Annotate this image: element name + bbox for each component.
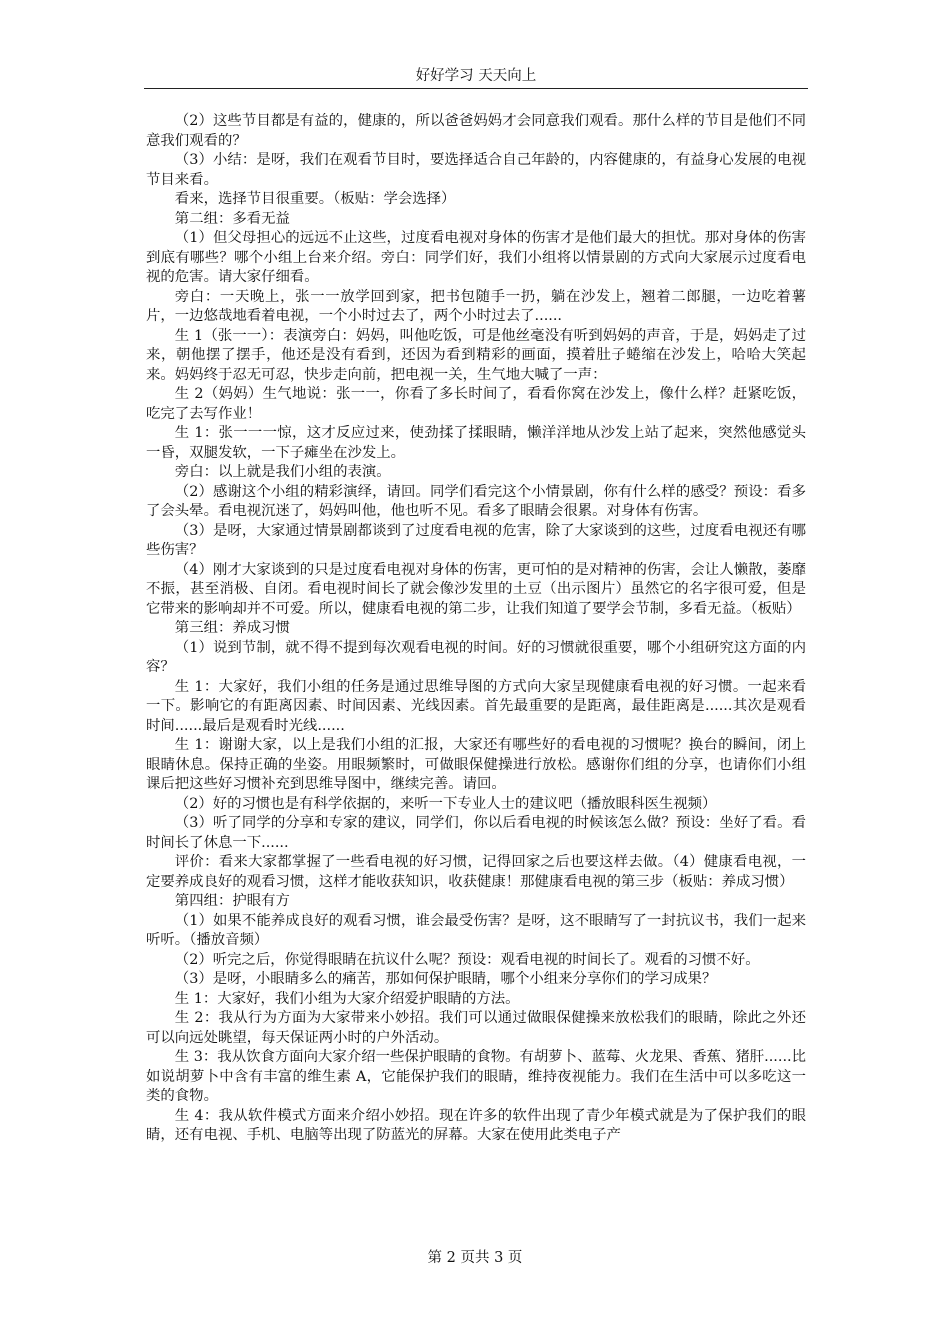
paragraph: 旁白：一天晚上，张一一放学回到家，把书包随手一扔，躺在沙发上，翘着二郎腿，一边吃着薯片，一边悠哉地看着电视，一个小时过去了，两个小时过去了...... [146,288,806,324]
paragraph: 生 1：谢谢大家，以上是我们小组的汇报，大家还有哪些好的看电视的习惯呢？换台的瞬间，闭上眼睛休息。保持正确的坐姿。用眼频繁时，可做眼保健操进行放松。感谢你们组的分享，也请你们小组课后把这些好习惯补充到思维导图中，继续完善。请回。 [146,737,806,792]
paragraph: （1）说到节制，就不得不提到每次观看电视的时间。好的习惯就很重要，哪个小组研究这方面的内容？ [146,639,806,675]
paragraph: 生 1：大家好，我们小组为大家介绍爱护眼睛的方法。 [174,990,520,1007]
page-header: 好好学习 天天向上 [415,68,537,84]
paragraph: （3）是呀，小眼睛多么的痛苦，那如何保护眼睛，哪个小组来分享你们的学习成果？ [174,971,717,987]
paragraph: （3）听了同学的分享和专家的建议，同学们，你以后看电视的时候该怎么做？预设：坐好了看。看时间长了休息一下...... [146,815,806,851]
section-heading: 第二组：多看无益 [174,210,290,227]
document-body [146,112,806,1146]
section-heading: 第四组：护眼有方 [174,893,290,909]
paragraph: 看来，选择节目很重要。（板贴：学会选择） [174,191,456,207]
paragraph: （2）听完之后，你觉得眼睛在抗议什么呢？预设：观看电视的时间长了。观看的习惯不好。 [174,951,760,968]
paragraph: 旁白：以上就是我们小组的表演。 [174,464,391,480]
paragraph: （4）刚才大家谈到的只是过度看电视对身体的伤害，更可怕的是对精神的伤害，会让人懒散，萎靡不振，甚至消极、自闭。看电视时间长了就会像沙发里的土豆（出示图片）虽然它的名字很可爱，但是它带来的影响却并不可爱。所以，健康看电视的第二步，让我们知道了要学会节制，多看无益。（板贴） [146,561,806,617]
paragraph: 生 4：我从软件模式方面来介绍小妙招。现在许多的软件出现了青少年模式就是为了保护我们的眼睛，还有电视、手机、电脑等出现了防蓝光的屏幕。大家在使用此类电子产 [146,1107,806,1143]
paragraph: 生 2（妈妈）生气地说：张一一，你看了多长时间了，看看你窝在沙发上，像什么样？赶紧吃饭，吃完了去写作业！ [146,386,806,422]
paragraph: 生 1：大家好，我们小组的任务是通过思维导图的方式向大家呈现健康看电视的好习惯。一起来看一下。影响它的有距离因素、时间因素、光线因素。首先最重要的是距离，最佳距离是......其次是观看时间......最后是观看时光线...... [146,678,806,734]
paragraph: 评价：看来大家都掌握了一些看电视的好习惯，记得回家之后也要这样去做。（4）健康看电视，一定要养成良好的观看习惯，这样才能收获知识，收获健康！那健康看电视的第三步（板贴：养成习惯） [146,854,806,890]
paragraph: （2）好的习惯也是有科学依据的，来听一下专业人士的建议吧（播放眼科医生视频） [174,795,717,812]
paragraph: 生 2：我从行为方面为大家带来小妙招。我们可以通过做眼保健操来放松我们的眼睛，除此之外还可以向远处眺望，每天保证两小时的户外活动。 [146,1010,806,1046]
paragraph: （2）感谢这个小组的精彩演绎，请回。同学们看完这个小情景剧，你有什么样的感受？预设：看多了会头晕。看电视沉迷了，妈妈叫他，他也听不见。看多了眼睛会很累。对身体有伤害。 [146,483,806,519]
paragraph: 生 1：张一一一惊，这才反应过来，使劲揉了揉眼睛，懒洋洋地从沙发上站了起来，突然他感觉头一昏，双腿发软，一下子瘫坐在沙发上。 [146,425,806,461]
paragraph: （3）是呀，大家通过情景剧都谈到了过度看电视的危害，除了大家谈到的这些，过度看电视还有哪些伤害？ [146,522,806,558]
paragraph: （2）这些节目都是有益的，健康的，所以爸爸妈妈才会同意我们观看。那什么样的节目是他们不同意我们观看的？ [146,113,806,149]
paragraph: （3）小结：是呀，我们在观看节目时，要选择适合自己年龄的，内容健康的，有益身心发展的电视节目来看。 [146,152,806,188]
header-rule [144,88,808,89]
paragraph: 生 3：我从饮食方面向大家介绍一些保护眼睛的食物。有胡萝卜、蓝莓、火龙果、香蕉、猪肝......比如说胡萝卜中含有丰富的维生素 A，它能保护我们的眼睛，维持夜视能力。我们在生活中可以多吃这一类的食物。 [146,1049,806,1104]
page-footer: 第 2 页共 3 页 [427,1250,523,1266]
section-heading: 第三组：养成习惯 [174,620,290,636]
paragraph: （1）如果不能养成良好的观看习惯，谁会最受伤害？是呀，这不眼睛写了一封抗议书，我们一起来听听。（播放音频） [146,912,806,948]
paragraph: （1）但父母担心的远远不止这些，过度看电视对身体的伤害才是他们最大的担忧。那对身体的伤害到底有哪些？哪个小组上台来介绍。旁白：同学们好，我们小组将以情景剧的方式向大家展示过度看电视的危害。请大家仔细看。 [146,230,806,285]
paragraph: 生 1（张一一）：表演旁白：妈妈，叫他吃饭，可是他丝毫没有听到妈妈的声音，于是，妈妈走了过来，朝他摆了摆手，他还是没有看到，还因为看到精彩的画面，摸着肚子蜷缩在沙发上，哈哈大笑起来。妈妈终于忍无可忍，快步走向前，把电视一关，生气地大喊了一声： [146,327,806,383]
